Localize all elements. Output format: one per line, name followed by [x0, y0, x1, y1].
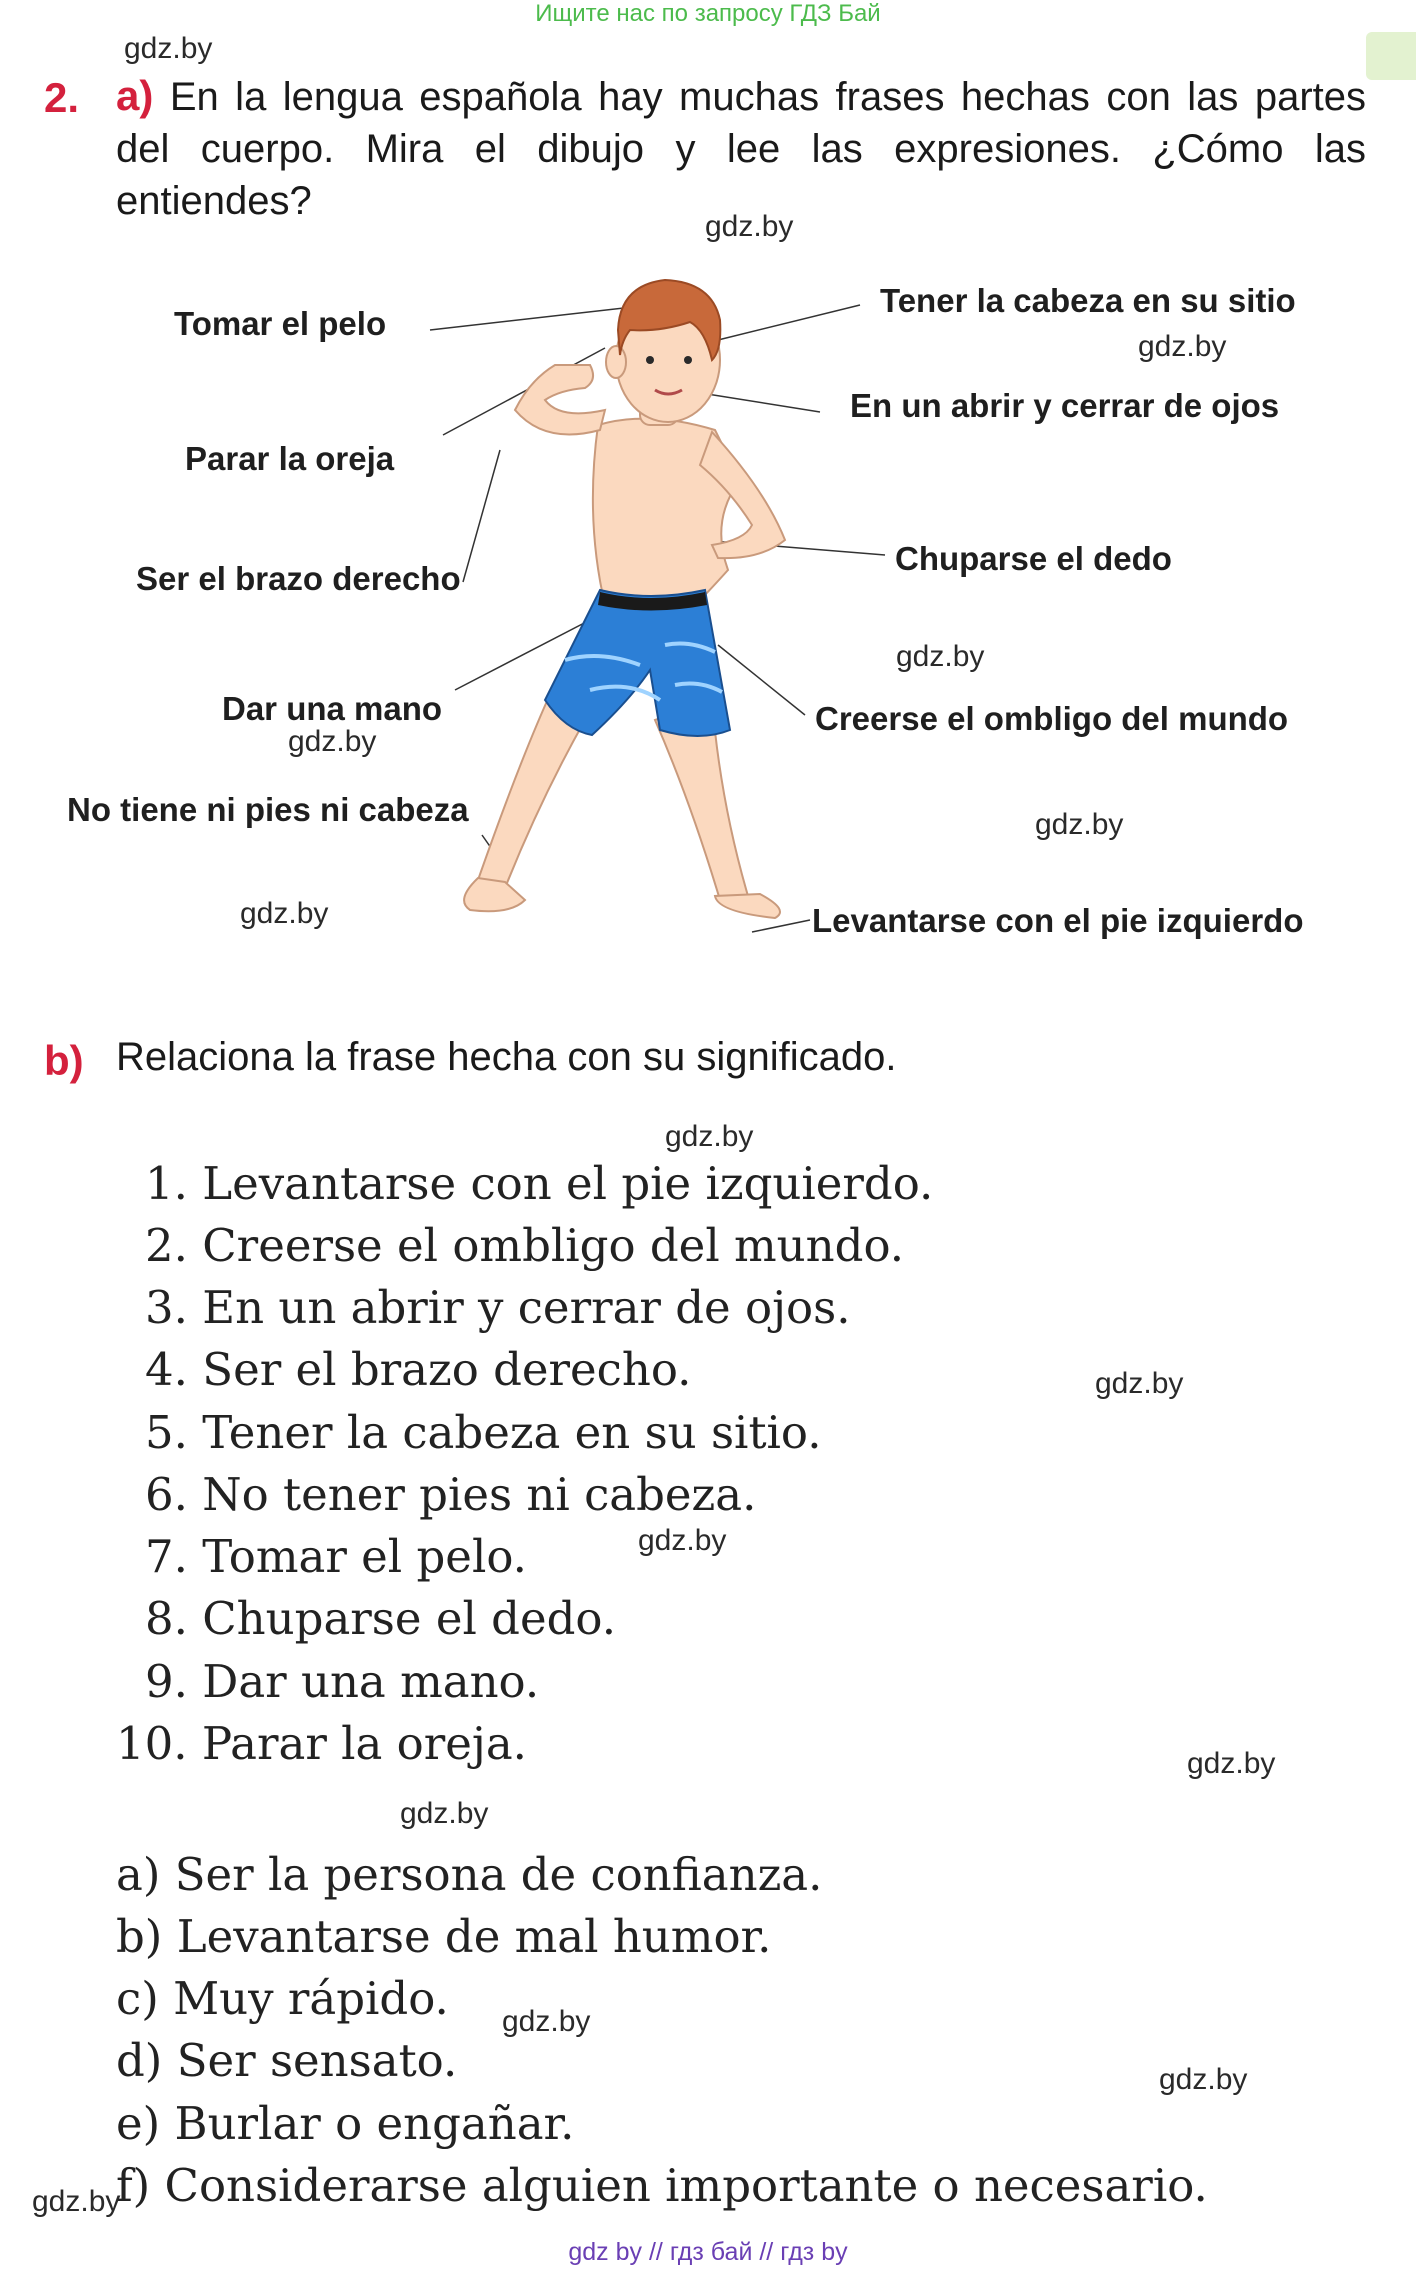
meaning-letter: a) [116, 1848, 161, 1901]
label-no-tiene-ni-pies-ni-cabeza: No tiene ni pies ni cabeza [67, 791, 469, 828]
part-b-task: Relaciona la frase hecha con su significado. [116, 1035, 897, 1079]
meaning-text: Burlar o engañar. [174, 2097, 575, 2150]
label-en-un-abrir-y-cerrar-de-ojos: En un abrir y cerrar de ojos [850, 387, 1280, 424]
corner-tab [1366, 32, 1416, 80]
meaning-letter: d) [116, 2034, 163, 2087]
meaning-letter: f) [116, 2159, 151, 2212]
label-levantarse-con-el-pie-izquierdo: Levantarse con el pie izquierdo [812, 902, 1304, 939]
phrase-text: Chuparse el dedo. [202, 1592, 616, 1645]
footer-links[interactable]: gdz by // гдз бай // гдз by [568, 2238, 848, 2266]
watermark: gdz.by [705, 210, 794, 243]
meaning-letter: c) [116, 1972, 159, 2025]
watermark: gdz.by [502, 2005, 591, 2038]
watermark: gdz.by [896, 640, 985, 673]
phrase-number: 3. [145, 1281, 188, 1334]
phrase-item [145, 1468, 756, 1521]
phrase-number: 2. [145, 1219, 188, 1272]
meaning-letter: b) [116, 1910, 163, 1963]
label-parar-la-oreja: Parar la oreja [185, 440, 395, 477]
watermark: gdz.by [1035, 808, 1124, 841]
phrase-text: En un abrir y cerrar de ojos. [202, 1281, 851, 1334]
phrase-text: Tomar el pelo. [202, 1530, 527, 1583]
watermark: gdz.by [240, 897, 329, 930]
top-banner[interactable]: Ищите нас по запросу ГДЗ Бай [535, 0, 881, 27]
watermark: gdz.by [1159, 2063, 1248, 2096]
watermark: gdz.by [32, 2185, 121, 2218]
phrase-number: 6. [145, 1468, 188, 1521]
phrase-item [145, 1343, 691, 1396]
watermark: gdz.by [1187, 1747, 1276, 1780]
meaning-text: Levantarse de mal humor. [176, 1910, 772, 1963]
phrase-text: Dar una mano. [202, 1655, 540, 1708]
meaning-text: Considerarse alguien importante o necesario. [164, 2159, 1208, 2212]
phrase-text: Ser el brazo derecho. [202, 1343, 692, 1396]
label-tomar-el-pelo: Tomar el pelo [174, 305, 387, 342]
watermark: gdz.by [124, 32, 213, 65]
phrase-number: 8. [145, 1592, 188, 1645]
watermark: gdz.by [1138, 330, 1227, 363]
label-ser-el-brazo-derecho: Ser el brazo derecho [136, 560, 461, 597]
phrase-number: 5. [145, 1406, 188, 1459]
meaning-text: Ser sensato. [176, 2034, 458, 2087]
phrase-item [145, 1592, 616, 1645]
watermark: gdz.by [638, 1524, 727, 1557]
watermark: gdz.by [665, 1120, 754, 1153]
meaning-text: Ser la persona de confianza. [174, 1848, 823, 1901]
phrase-number: 7. [145, 1530, 188, 1583]
phrase-number: 9. [145, 1655, 188, 1708]
phrase-item [145, 1406, 822, 1459]
meaning-item [116, 1972, 449, 2025]
meaning-item [116, 1848, 822, 1901]
label-tener-la-cabeza-en-su-sitio: Tener la cabeza en su sitio [880, 282, 1296, 319]
watermark: gdz.by [1095, 1367, 1184, 1400]
phrase-text: No tener pies ni cabeza. [202, 1468, 757, 1521]
meaning-item [116, 2097, 574, 2150]
meaning-text: Muy rápido. [173, 1972, 449, 2025]
watermark: gdz.by [288, 725, 377, 758]
meaning-item [116, 1910, 771, 1963]
phrase-text: Creerse el ombligo del mundo. [202, 1219, 905, 1272]
phrase-item [145, 1530, 527, 1583]
phrase-item [116, 1717, 527, 1770]
phrase-text: Tener la cabeza en su sitio. [202, 1406, 822, 1459]
watermark: gdz.by [400, 1797, 489, 1830]
meaning-item [116, 2034, 457, 2087]
part-a-intro [116, 70, 1366, 227]
label-dar-una-mano: Dar una mano [222, 690, 443, 727]
phrase-item [145, 1219, 904, 1272]
label-chuparse-el-dedo: Chuparse el dedo [895, 540, 1172, 577]
phrase-number: 10. [116, 1717, 188, 1770]
part-a-text: En la lengua española hay muchas frases hechas con las partes del cuerpo. Mira el dibujo y lee las expresiones. ¿Cómo las entiendes? [116, 75, 1366, 223]
meaning-letter: e) [116, 2097, 161, 2150]
phrase-item [145, 1157, 933, 1210]
boy-illustration [0, 260, 1416, 980]
phrase-number: 4. [145, 1343, 188, 1396]
phrase-item [145, 1655, 539, 1708]
part-a-marker: a) [116, 72, 154, 119]
part-b-marker: b) [44, 1037, 84, 1084]
phrase-item [145, 1281, 851, 1334]
label-creerse-el-ombligo-del-mundo: Creerse el ombligo del mundo [815, 700, 1289, 737]
phrase-text: Levantarse con el pie izquierdo. [202, 1157, 934, 1210]
swim-shorts [545, 590, 730, 736]
phrase-text: Parar la oreja. [201, 1717, 527, 1770]
question-number: 2. [44, 74, 80, 121]
phrase-number: 1. [145, 1157, 188, 1210]
meaning-item [116, 2159, 1208, 2212]
